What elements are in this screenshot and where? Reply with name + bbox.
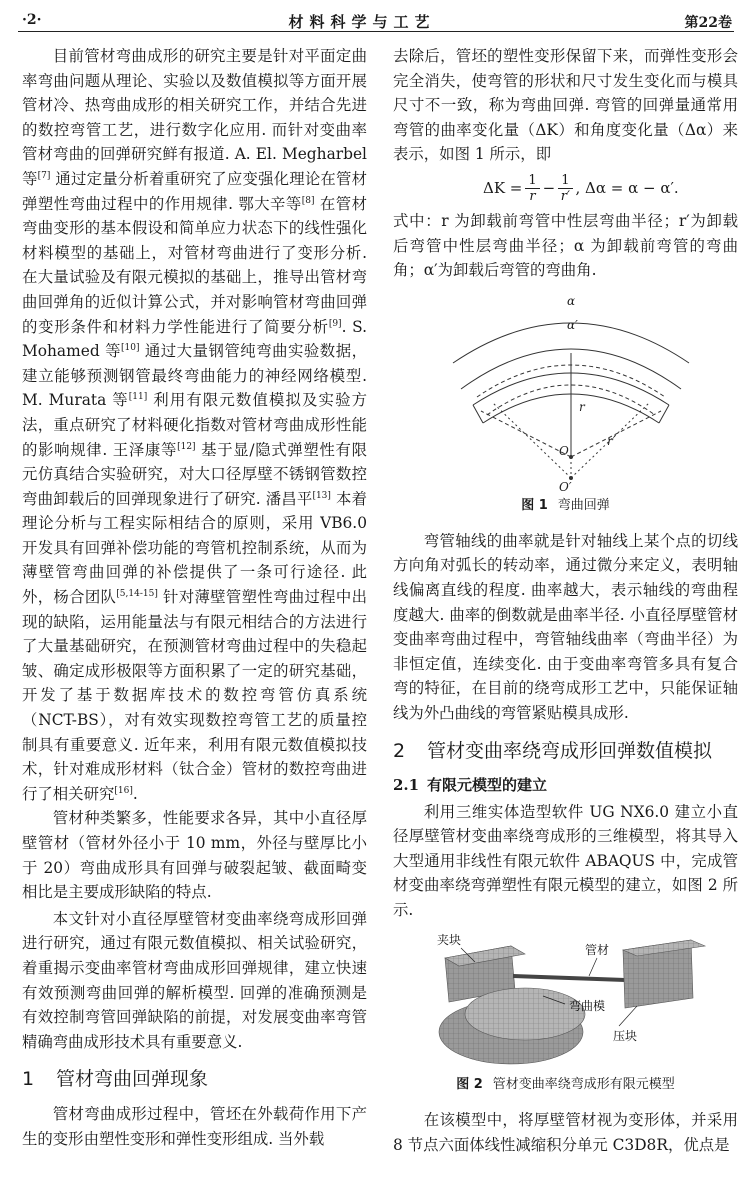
- label-r-prime: r′: [607, 433, 616, 448]
- page-number: ·2·: [22, 12, 42, 28]
- figure-2-caption: 图 2 管材变曲率绕弯成形有限元模型: [456, 1077, 675, 1093]
- fem-element-paragraph: 在该模型中，将厚壁管材视为变形体，并采用 8 节点六面体线性减缩积分单元 C3D8R，优点是: [393, 1111, 738, 1155]
- intro-paragraph-1: 目前管材弯曲成形的研究主要是针对平面定曲率弯曲问题从理论、实验以及数值模拟等方面开展管材冷、热弯曲成形的相关研究工作，并结合先进的数控弯管工艺，进行数字化应用. 而针对变曲率管材弯曲的回弹研究鲜有报道. A. El. Megharbel 等[7] 通过定量分析着重研究了应变强化理论在管材弹塑性弯曲过程中的作用规律. 鄂大辛等[8] 在管材弯曲变形的基本假设和简单应力状态下的线性强化材料模型的基础上，对管材弯曲进行了变形分析. 在大量试验及有限元模拟的基础上，推导出管材弯曲回弹角的近似计算公式，并对影响管材弯曲回弹的变形条件和材料力学性能进行了简要分析[9]. S. Mohamed 等[10] 通过大量钢管纯弯曲实验数据，建立能够预测钢管最终弯曲能力的神经网络模型. M. Murata 等[11] 利用有限元数值模拟及实验方法，重点研究了材料硬化指数对管材弯曲成形性能的影响规律. 王泽康等[12] 基于显/隐式弹塑性有限元仿真结合实验研究，对大口径厚壁不锈钢管数控弯曲卸载后的回弹现象进行了研究. 潘昌平[13] 本着理论分析与工程实际相结合的原则，采用 VB6.0 开发具有回弹补偿功能的弯管机控制系统，从而为薄壁管弯曲回弹的补偿提供了一条可行途径. 此外，杨合团队[5,14-15] 针对薄壁管塑性弯曲过程中出现的缺陷，运用能量法与有限元相结合的方法进行了大量基础研究，在预测管材弯曲过程中的失稳起皱、确定成形极限等方面积累了一定的研究基础，开发了基于数据库技术的数控弯管仿真系统（NCT-BS），对有效实现数控弯管工艺的质量控制具有重要意义. 近年来，利用有限元数值模拟技术，针对难成形材料（钛合金）管材的数控弯曲进行了相关研究[16].: [22, 47, 367, 803]
- section-1-paragraph: 管材弯曲成形过程中，管坯在外载荷作用下产生的变形由塑性变形和弹性变形组成. 当外载: [22, 1105, 367, 1148]
- left-column: [22, 44, 367, 1152]
- citation-7[interactable]: [7]: [37, 170, 51, 181]
- citation-11[interactable]: [11]: [128, 392, 148, 403]
- fraction-1-over-r-prime: $\frac{1}{r'}$: [558, 173, 572, 204]
- intro-paragraph-3: 本文针对小直径厚壁管材变曲率绕弯成形回弹进行研究，通过有限元数值模拟、相关试验研究，着重揭示变曲率管材弯曲成形回弹规律，建立快速有效预测弯曲回弹的解析模型. 回弹的准确预测是有效控制弯管回弹缺陷的前提，对发展变曲率弯管精确弯曲成形技术具有重要意义.: [22, 909, 367, 1051]
- citation-13[interactable]: [13]: [312, 490, 331, 501]
- label-die: 弯曲模: [569, 999, 606, 1014]
- label-o: O: [559, 443, 569, 458]
- section-2-heading: 2 管材变曲率绕弯成形回弹数值模拟: [393, 739, 713, 762]
- citation-8[interactable]: [8]: [301, 195, 315, 206]
- label-alpha: α: [567, 293, 576, 308]
- springback-formula: ΔK = $\frac{1}{r}$ − $\frac{1}{r'}$ , Δα = α − α′.: [483, 172, 679, 204]
- volume-label: 第22卷: [684, 15, 732, 31]
- label-o-prime: O′: [559, 479, 572, 493]
- springback-paragraph: 去除后，管坯的塑性变形保留下来，而弹性变形会完全消失，使弯管的形状和尺寸发生变化而与模具尺寸不一致，称为弯曲回弹. 弯管的回弹量通常用弯管的曲率变化量（ΔK）和角度变化量（Δα）来表示，如图 1 所示，即: [393, 47, 738, 164]
- variable-definitions: 式中：r 为卸载前弯管中性层弯曲半径；r′为卸载后弯管中性层弯曲半径；α 为卸载前弯管的弯曲角；α′为卸载后弯管的弯曲角.: [393, 211, 738, 280]
- citation-9[interactable]: [9]: [328, 318, 342, 329]
- label-clamp: 夹块: [437, 933, 462, 948]
- label-alpha-prime: α′: [567, 317, 578, 332]
- center-o-point: [569, 455, 573, 459]
- subsection-2-1-heading: 2.1 有限元模型的建立: [393, 775, 548, 794]
- header-rule: [18, 31, 734, 32]
- tube: [513, 976, 625, 980]
- label-tube: 管材: [585, 943, 610, 958]
- fraction-1-over-r: $\frac{1}{r}$: [525, 173, 539, 204]
- label-r: r: [579, 399, 585, 414]
- fem-model-image: [393, 928, 738, 1068]
- intro-paragraph-2: 管材种类繁多，性能要求各异，其中小直径厚壁管材（管材外径小于 10 mm，外径与壁厚比小于 20）弯曲成形具有回弹与破裂起皱、截面畸变相比是主要成形缺陷的特点.: [22, 809, 367, 902]
- springback-diagram: [393, 293, 738, 493]
- citation-5-14-15[interactable]: [5,14-15]: [116, 589, 158, 600]
- running-header: [22, 6, 732, 34]
- citation-16[interactable]: [16]: [114, 785, 133, 796]
- citation-12[interactable]: [12]: [177, 441, 196, 452]
- figure-2: [393, 928, 738, 1094]
- label-press: 压块: [613, 1029, 638, 1044]
- right-column: [393, 44, 738, 1158]
- figure-1-caption: 图 1 弯曲回弹: [521, 497, 610, 513]
- curvature-paragraph: 弯管轴线的曲率就是针对轴线上某个点的切线方向角对弧长的转动率，通过微分来定义，表明轴线偏离直线的程度. 曲率越大，表示轴线的弯曲程度越大. 曲率的倒数就是曲率半径. 小直径厚壁管材变曲率弯曲过程中，弯管轴线曲率（弯曲半径）为非恒定值，连续变化. 由于变曲率弯管多具有复合弯的特征，在目前的绕弯成形工艺中，只能保证轴线为外凸曲线的弯管紧贴模具成形.: [393, 531, 738, 722]
- citation-10[interactable]: [10]: [120, 343, 140, 354]
- section-1-heading: 1 管材弯曲回弹现象: [22, 1068, 209, 1091]
- fem-model-paragraph: 利用三维实体造型软件 UG NX6.0 建立小直径厚壁管材变曲率绕弯成形的三维模型，将其导入大型通用非线性有限元软件 ABAQUS 中，完成管材变曲率绕弯弹塑性有限元模型的建立，如图 2 所示.: [393, 802, 738, 919]
- journal-title: 材料科学与工艺: [288, 13, 436, 31]
- figure-1: [393, 293, 738, 515]
